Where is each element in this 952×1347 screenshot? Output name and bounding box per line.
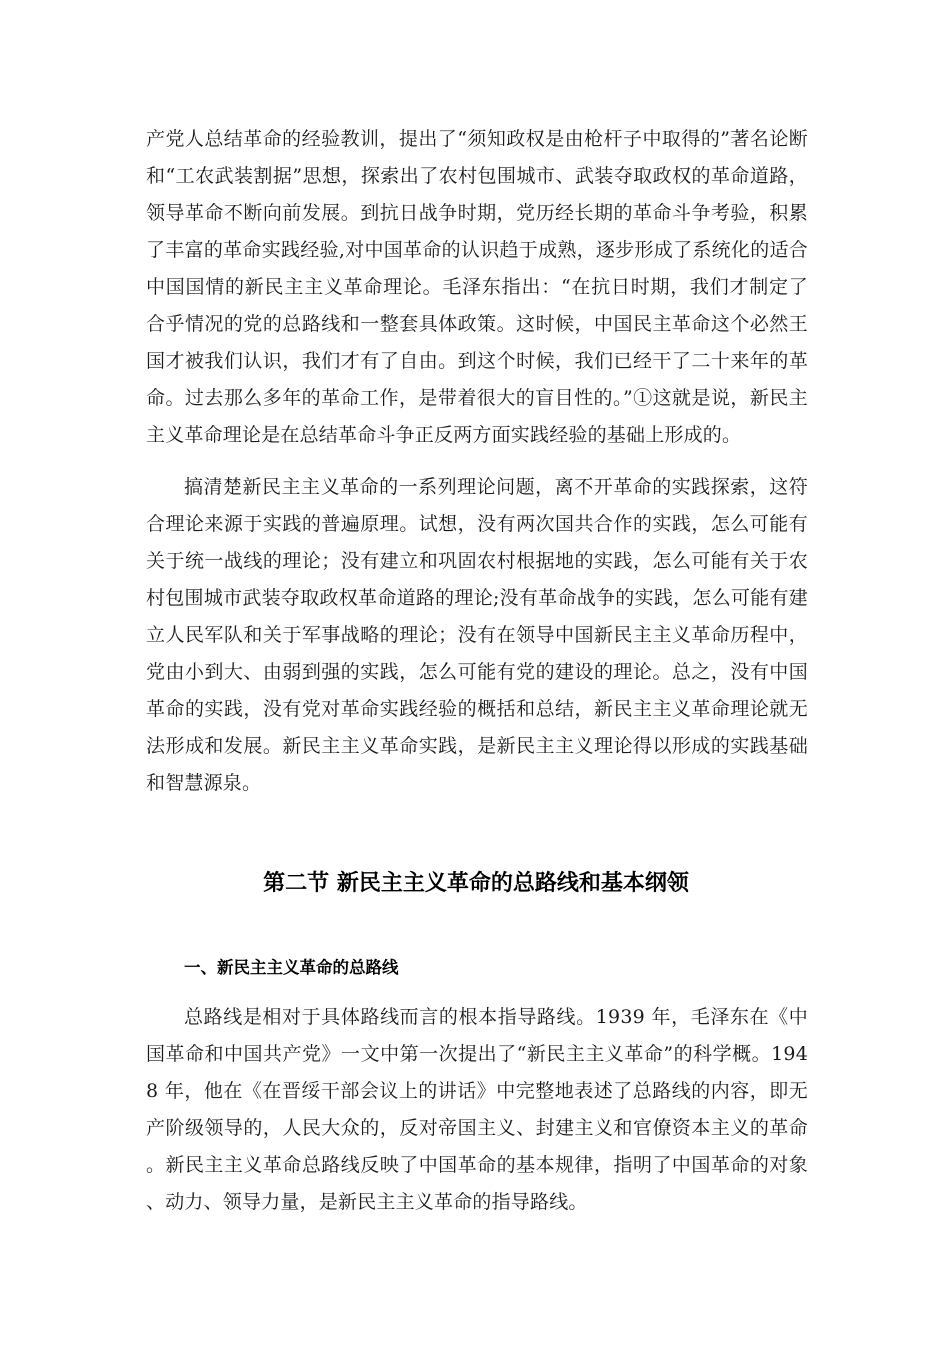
section-title: 第二节 新民主主义革命的总路线和基本纲领 xyxy=(263,871,689,896)
body-paragraph: 搞清楚新民主主义革命的一系列理论问题，离不开革命的实践探索，这符合理论来源于实践的普遍原理。试想，没有两次国共合作的实践，怎么可能有关于统一战线的理论；没有建立和巩固农村根据地的实践，怎么可能有关于农村包围城市武装夺取政权革命道路的理论;没有革命战争的实践，怎么可能有建立人民军队和关于军事战略的理论；没有在领导中国新民主主义革命历程中，党由小到大、由弱到强的实践，怎么可能有党的建设的理论。总之，没有中国革命的实践，没有党对革命实践经验的概括和总结，新民主主义革命理论就无法形成和发展。新民主主义革命实践，是新民主主义理论得以形成的实践基础和智慧源泉。 xyxy=(146,476,808,794)
body-paragraph: 总路线是相对于具体路线而言的根本指导路线。1939 年，毛泽东在《中国革命和中国共产党》一文中第一次提出了“新民主主义革命”的科学概。1948 年，他在《在晋绥干部会议上的讲话》中完整地表述了总路线的内容，即无产阶级领导的，人民大众的，反对帝国主义、封建主义和官僚资本主义的革命。新民主主义革命总路线反映了中国革命的基本规律，指明了中国革命的对象、动力、领导力量，是新民主主义革命的指导路线。 xyxy=(146,1006,808,1213)
body-paragraph: 产党人总结革命的经验教训，提出了“须知政权是由枪杆子中取得的”著名论断和“工农武装割据”思想，探索出了农村包围城市、武装夺取政权的革命道路，领导革命不断向前发展。到抗日战争时期，党历经长期的革命斗争考验，积累了丰富的革命实践经验,对中国革命的认识趋于成熟，逐步形成了系统化的适合中国国情的新民主主义革命理论。毛泽东指出：“在抗日时期，我们才制定了合乎情况的党的总路线和一整套具体政策。这时候，中国民主革命这个必然王国才被我们认识，我们才有了自由。到这个时候，我们已经干了二十来年的革命。过去那么多年的革命工作，是带着很大的盲目性的。”①这就是说，新民主主义革命理论是在总结革命斗争正反两方面实践经验的基础上形成的。 xyxy=(146,128,808,446)
subsection-title: 一、新民主主义革命的总路线 xyxy=(184,958,399,977)
